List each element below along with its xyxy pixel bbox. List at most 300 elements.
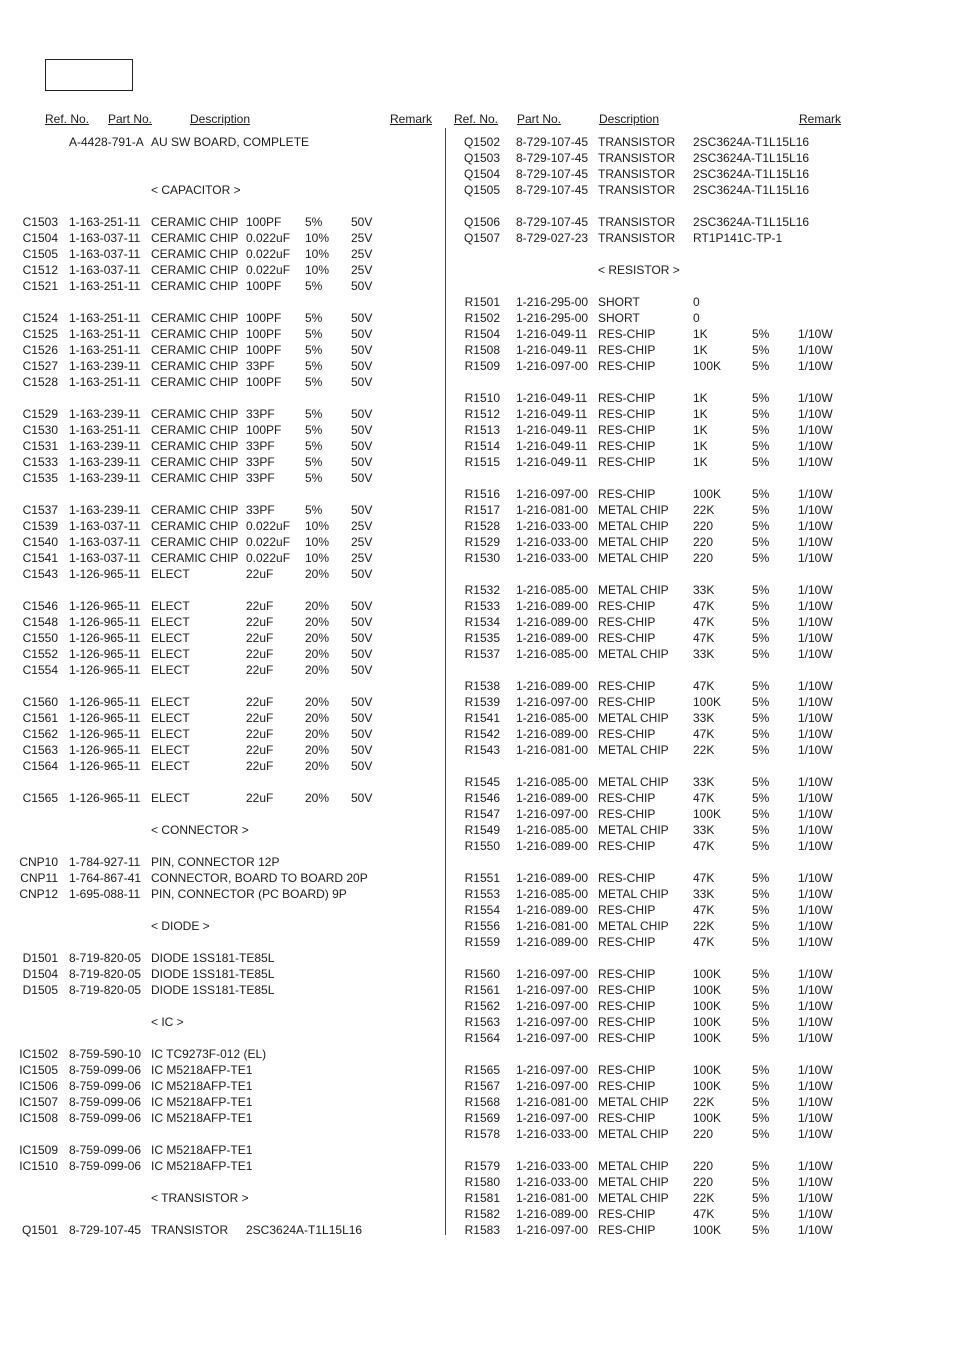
rating-cell: 1/10W bbox=[798, 631, 833, 645]
ref-no-cell: IC1510 bbox=[19, 1159, 58, 1173]
part-no-cell: 1-216-081-00 bbox=[516, 503, 589, 517]
part-no-cell: 1-216-081-00 bbox=[516, 919, 589, 933]
tolerance-cell: 5% bbox=[752, 455, 770, 469]
ref-no-cell: C1512 bbox=[22, 263, 58, 277]
rating-cell: 50V bbox=[351, 663, 373, 677]
ref-no-cell: R1510 bbox=[464, 391, 500, 405]
rating-cell: 1/10W bbox=[798, 727, 833, 741]
section-heading-label: < DIODE > bbox=[151, 919, 210, 933]
tolerance-cell: 5% bbox=[752, 919, 770, 933]
value-cell: 0.022uF bbox=[246, 263, 291, 277]
part-no-cell: 1-126-965-11 bbox=[69, 759, 141, 773]
rating-cell: 1/10W bbox=[798, 647, 833, 661]
ref-no-cell: R1541 bbox=[464, 711, 500, 725]
description-cell: METAL CHIP bbox=[598, 1175, 669, 1189]
description-cell: CERAMIC CHIP bbox=[151, 215, 239, 229]
ref-no-cell: D1505 bbox=[22, 983, 58, 997]
part-no-cell: 1-163-239-11 bbox=[69, 471, 141, 485]
ref-no-cell: C1533 bbox=[22, 455, 58, 469]
tolerance-cell: 5% bbox=[752, 791, 770, 805]
value-cell: 0.022uF bbox=[246, 519, 291, 533]
description-cell: RES-CHIP bbox=[598, 599, 656, 613]
part-no-cell: 1-216-295-00 bbox=[516, 311, 589, 325]
tolerance-cell: 5% bbox=[752, 359, 770, 373]
tolerance-cell: 5% bbox=[752, 775, 770, 789]
ref-no-cell: R1551 bbox=[464, 871, 500, 885]
description-cell: DIODE 1SS181-TE85L bbox=[151, 967, 275, 981]
description-cell: CERAMIC CHIP bbox=[151, 519, 239, 533]
value-cell: 100PF bbox=[246, 375, 282, 389]
header-part-no-left: Part No. bbox=[108, 112, 153, 126]
ref-no-cell: IC1509 bbox=[19, 1143, 58, 1157]
rating-cell: 1/10W bbox=[798, 999, 833, 1013]
ref-no-cell: R1554 bbox=[464, 903, 500, 917]
description-cell: TRANSISTOR bbox=[598, 231, 676, 245]
tolerance-cell: 5% bbox=[752, 327, 770, 341]
ref-no-cell: R1537 bbox=[464, 647, 500, 661]
tolerance-cell: 5% bbox=[752, 647, 770, 661]
value-cell: 22uF bbox=[246, 631, 274, 645]
value-cell: 100K bbox=[693, 983, 722, 997]
tolerance-cell: 20% bbox=[305, 647, 330, 661]
value-cell: 47K bbox=[693, 839, 715, 853]
tolerance-cell: 5% bbox=[752, 391, 770, 405]
ref-no-cell: R1547 bbox=[464, 807, 500, 821]
part-no-cell: 1-216-033-00 bbox=[516, 519, 589, 533]
part-no-cell: 8-729-107-45 bbox=[516, 151, 589, 165]
part-no-cell: 1-216-097-00 bbox=[516, 1031, 589, 1045]
tolerance-cell: 5% bbox=[752, 903, 770, 917]
part-no-cell: 1-126-965-11 bbox=[69, 743, 141, 757]
ref-no-cell: IC1502 bbox=[19, 1047, 58, 1061]
part-no-cell: 1-163-037-11 bbox=[69, 231, 141, 245]
ref-no-cell: R1580 bbox=[464, 1175, 500, 1189]
tolerance-cell: 5% bbox=[752, 823, 770, 837]
part-no-cell: 1-126-965-11 bbox=[69, 599, 141, 613]
part-no-cell: 1-216-085-00 bbox=[516, 583, 589, 597]
section-heading-label: < CONNECTOR > bbox=[151, 823, 249, 837]
value-cell: 1K bbox=[693, 327, 708, 341]
part-no-cell: 1-216-097-00 bbox=[516, 1223, 589, 1237]
rating-cell: 25V bbox=[351, 263, 373, 277]
tolerance-cell: 5% bbox=[752, 423, 770, 437]
ref-no-cell: R1543 bbox=[464, 743, 500, 757]
value-cell: 22uF bbox=[246, 567, 274, 581]
part-no-cell: 1-216-085-00 bbox=[516, 887, 589, 901]
rating-cell: 50V bbox=[351, 471, 373, 485]
rating-cell: 1/10W bbox=[798, 695, 833, 709]
part-no-cell: 8-759-099-06 bbox=[69, 1159, 142, 1173]
ref-no-cell: C1560 bbox=[22, 695, 58, 709]
tolerance-cell: 5% bbox=[752, 1207, 770, 1221]
rating-cell: 1/10W bbox=[798, 1063, 833, 1077]
ref-no-cell: C1530 bbox=[22, 423, 58, 437]
description-cell: METAL CHIP bbox=[598, 823, 669, 837]
value-cell: 100K bbox=[693, 487, 722, 501]
value-cell: 22uF bbox=[246, 695, 274, 709]
value-cell: 2SC3624A-T1L15L16 bbox=[693, 135, 810, 149]
rating-cell: 1/10W bbox=[798, 391, 833, 405]
tolerance-cell: 5% bbox=[752, 983, 770, 997]
part-no-cell: 1-216-089-00 bbox=[516, 1207, 589, 1221]
description-cell: CERAMIC CHIP bbox=[151, 231, 239, 245]
part-no-cell: 1-163-239-11 bbox=[69, 359, 141, 373]
tolerance-cell: 20% bbox=[305, 599, 330, 613]
rating-cell: 50V bbox=[351, 407, 373, 421]
description-cell: IC M5218AFP-TE1 bbox=[151, 1095, 253, 1109]
description-cell: IC M5218AFP-TE1 bbox=[151, 1079, 253, 1093]
rating-cell: 1/10W bbox=[798, 599, 833, 613]
part-no-cell: 1-163-251-11 bbox=[69, 279, 141, 293]
rating-cell: 1/10W bbox=[798, 1223, 833, 1237]
description-cell: METAL CHIP bbox=[598, 919, 669, 933]
description-cell: RES-CHIP bbox=[598, 839, 656, 853]
rating-cell: 1/10W bbox=[798, 967, 833, 981]
ref-no-cell: R1528 bbox=[464, 519, 500, 533]
value-cell: 1K bbox=[693, 391, 708, 405]
part-no-cell: 1-216-089-00 bbox=[516, 615, 589, 629]
part-no-cell: 1-163-037-11 bbox=[69, 551, 141, 565]
ref-no-cell: R1529 bbox=[464, 535, 500, 549]
ref-no-cell: C1543 bbox=[22, 567, 58, 581]
description-cell: ELECT bbox=[151, 711, 190, 725]
value-cell: 22K bbox=[693, 1191, 715, 1205]
section-heading-label: < RESISTOR > bbox=[598, 263, 680, 277]
value-cell: 22uF bbox=[246, 663, 274, 677]
ref-no-cell: C1529 bbox=[22, 407, 58, 421]
rating-cell: 1/10W bbox=[798, 775, 833, 789]
value-cell: 47K bbox=[693, 599, 715, 613]
rating-cell: 1/10W bbox=[798, 583, 833, 597]
rating-cell: 1/10W bbox=[798, 487, 833, 501]
rating-cell: 1/10W bbox=[798, 407, 833, 421]
value-cell: 2SC3624A-T1L15L16 bbox=[693, 183, 810, 197]
description-cell: CERAMIC CHIP bbox=[151, 359, 239, 373]
ref-no-cell: IC1507 bbox=[19, 1095, 58, 1109]
description-cell: ELECT bbox=[151, 615, 190, 629]
value-cell: 100PF bbox=[246, 311, 282, 325]
tolerance-cell: 5% bbox=[305, 455, 323, 469]
part-no-cell: 1-216-085-00 bbox=[516, 647, 589, 661]
description-cell: CERAMIC CHIP bbox=[151, 551, 239, 565]
description-cell: TRANSISTOR bbox=[598, 167, 676, 181]
part-no-cell: 1-216-097-00 bbox=[516, 1063, 589, 1077]
tolerance-cell: 5% bbox=[752, 407, 770, 421]
part-no-cell: 1-216-089-00 bbox=[516, 727, 589, 741]
value-cell: 47K bbox=[693, 903, 715, 917]
value-cell: 0.022uF bbox=[246, 247, 291, 261]
part-no-cell: 1-163-251-11 bbox=[69, 423, 141, 437]
description-cell: RES-CHIP bbox=[598, 695, 656, 709]
description-cell: METAL CHIP bbox=[598, 503, 669, 517]
description-cell: IC TC9273F-012 (EL) bbox=[151, 1047, 267, 1061]
part-no-cell: 1-163-037-11 bbox=[69, 247, 141, 261]
part-no-cell: 1-126-965-11 bbox=[69, 791, 141, 805]
rating-cell: 50V bbox=[351, 343, 373, 357]
tolerance-cell: 20% bbox=[305, 695, 330, 709]
rating-cell: 50V bbox=[351, 599, 373, 613]
ref-no-cell: C1528 bbox=[22, 375, 58, 389]
value-cell: 47K bbox=[693, 615, 715, 629]
description-cell: RES-CHIP bbox=[598, 983, 656, 997]
tolerance-cell: 5% bbox=[752, 535, 770, 549]
part-no-cell: 8-719-820-05 bbox=[69, 951, 142, 965]
part-no-cell: 1-163-037-11 bbox=[69, 519, 141, 533]
value-cell: 47K bbox=[693, 679, 715, 693]
ref-no-cell: IC1508 bbox=[19, 1111, 58, 1125]
rating-cell: 50V bbox=[351, 759, 373, 773]
tolerance-cell: 5% bbox=[305, 215, 323, 229]
tolerance-cell: 5% bbox=[305, 407, 323, 421]
ref-no-cell: Q1504 bbox=[463, 167, 500, 181]
ref-no-cell: Q1502 bbox=[463, 135, 500, 149]
rating-cell: 50V bbox=[351, 423, 373, 437]
description-cell: METAL CHIP bbox=[598, 519, 669, 533]
description-cell: RES-CHIP bbox=[598, 679, 656, 693]
section-heading-label: < IC > bbox=[151, 1015, 184, 1029]
ref-no-cell: C1535 bbox=[22, 471, 58, 485]
ref-no-cell: CNP11 bbox=[20, 871, 58, 885]
ref-no-cell: R1539 bbox=[464, 695, 500, 709]
tolerance-cell: 5% bbox=[752, 583, 770, 597]
part-no-cell: 1-216-295-00 bbox=[516, 295, 589, 309]
value-cell: 22uF bbox=[246, 599, 274, 613]
description-cell: RES-CHIP bbox=[598, 807, 656, 821]
header-description-right: Description bbox=[599, 112, 660, 126]
ref-no-cell: R1532 bbox=[464, 583, 500, 597]
rating-cell: 1/10W bbox=[798, 343, 833, 357]
part-no-cell: 1-163-239-11 bbox=[69, 455, 141, 469]
tolerance-cell: 10% bbox=[305, 263, 330, 277]
value-cell: 100K bbox=[693, 1111, 722, 1125]
value-cell: 33PF bbox=[246, 359, 275, 373]
rating-cell: 1/10W bbox=[798, 887, 833, 901]
ref-no-cell: R1517 bbox=[464, 503, 500, 517]
tolerance-cell: 20% bbox=[305, 663, 330, 677]
ref-no-cell: IC1505 bbox=[19, 1063, 58, 1077]
description-cell: METAL CHIP bbox=[598, 1127, 669, 1141]
tolerance-cell: 5% bbox=[752, 807, 770, 821]
ref-no-cell: C1537 bbox=[22, 503, 58, 517]
rating-cell: 1/10W bbox=[798, 423, 833, 437]
ref-no-cell: Q1507 bbox=[463, 231, 500, 245]
tolerance-cell: 5% bbox=[305, 439, 323, 453]
rating-cell: 50V bbox=[351, 647, 373, 661]
description-cell: DIODE 1SS181-TE85L bbox=[151, 983, 275, 997]
tolerance-cell: 10% bbox=[305, 231, 330, 245]
value-cell: 33PF bbox=[246, 439, 275, 453]
description-cell: TRANSISTOR bbox=[598, 215, 676, 229]
rating-cell: 50V bbox=[351, 743, 373, 757]
tolerance-cell: 5% bbox=[752, 343, 770, 357]
ref-no-cell: R1513 bbox=[464, 423, 500, 437]
rating-cell: 50V bbox=[351, 279, 373, 293]
value-cell: 22K bbox=[693, 503, 715, 517]
description-cell: METAL CHIP bbox=[598, 551, 669, 565]
ref-no-cell: D1504 bbox=[22, 967, 58, 981]
value-cell: 100K bbox=[693, 1063, 722, 1077]
rating-cell: 1/10W bbox=[798, 791, 833, 805]
value-cell: 220 bbox=[693, 1159, 714, 1173]
value-cell: 220 bbox=[693, 551, 714, 565]
description-cell: RES-CHIP bbox=[598, 391, 656, 405]
ref-no-cell: C1503 bbox=[22, 215, 58, 229]
part-no-cell: 1-216-097-00 bbox=[516, 999, 589, 1013]
value-cell: 100PF bbox=[246, 327, 282, 341]
rating-cell: 50V bbox=[351, 439, 373, 453]
tolerance-cell: 5% bbox=[752, 743, 770, 757]
value-cell: 22uF bbox=[246, 615, 274, 629]
ref-no-cell: R1569 bbox=[464, 1111, 500, 1125]
tolerance-cell: 5% bbox=[752, 999, 770, 1013]
rating-cell: 50V bbox=[351, 311, 373, 325]
rating-cell: 1/10W bbox=[798, 503, 833, 517]
description-cell: METAL CHIP bbox=[598, 535, 669, 549]
rating-cell: 1/10W bbox=[798, 455, 833, 469]
ref-no-cell: C1524 bbox=[22, 311, 58, 325]
rating-cell: 1/10W bbox=[798, 919, 833, 933]
rating-cell: 1/10W bbox=[798, 871, 833, 885]
tolerance-cell: 20% bbox=[305, 743, 330, 757]
part-no-cell: 1-163-239-11 bbox=[69, 503, 141, 517]
description-cell: ELECT bbox=[151, 695, 190, 709]
value-cell: 100PF bbox=[246, 423, 282, 437]
tolerance-cell: 5% bbox=[752, 1191, 770, 1205]
ref-no-cell: R1542 bbox=[464, 727, 500, 741]
value-cell: 1K bbox=[693, 423, 708, 437]
value-cell: 100K bbox=[693, 359, 722, 373]
tolerance-cell: 5% bbox=[752, 1223, 770, 1237]
ref-no-cell: R1516 bbox=[464, 487, 500, 501]
tolerance-cell: 5% bbox=[752, 1079, 770, 1093]
tolerance-cell: 5% bbox=[752, 935, 770, 949]
part-no-cell: 8-759-099-06 bbox=[69, 1095, 142, 1109]
description-cell: ELECT bbox=[151, 647, 190, 661]
value-cell: 33K bbox=[693, 887, 715, 901]
ref-no-cell: R1579 bbox=[464, 1159, 500, 1173]
part-no-cell: 1-216-089-00 bbox=[516, 631, 589, 645]
part-no-cell: 1-216-089-00 bbox=[516, 903, 589, 917]
part-no-cell: 1-216-033-00 bbox=[516, 1127, 589, 1141]
part-no-cell: 8-759-099-06 bbox=[69, 1143, 142, 1157]
description-cell: IC M5218AFP-TE1 bbox=[151, 1111, 253, 1125]
rating-cell: 1/10W bbox=[798, 1031, 833, 1045]
part-no-cell: 1-163-251-11 bbox=[69, 343, 141, 357]
section-heading-label: < CAPACITOR > bbox=[151, 183, 241, 197]
ref-no-cell: R1561 bbox=[464, 983, 500, 997]
part-no-cell: 1-216-097-00 bbox=[516, 1111, 589, 1125]
rating-cell: 1/10W bbox=[798, 1015, 833, 1029]
value-cell: 33PF bbox=[246, 471, 275, 485]
description-cell: DIODE 1SS181-TE85L bbox=[151, 951, 275, 965]
rating-cell: 1/10W bbox=[798, 1159, 833, 1173]
tolerance-cell: 5% bbox=[752, 487, 770, 501]
description-cell: METAL CHIP bbox=[598, 583, 669, 597]
part-no-cell: 1-695-088-11 bbox=[69, 887, 141, 901]
value-cell: 2SC3624A-T1L15L16 bbox=[246, 1223, 363, 1237]
part-no-cell: 1-216-085-00 bbox=[516, 823, 589, 837]
rating-cell: 1/10W bbox=[798, 839, 833, 853]
part-no-cell: 1-126-965-11 bbox=[69, 567, 141, 581]
rating-cell: 50V bbox=[351, 631, 373, 645]
value-cell: 33PF bbox=[246, 407, 275, 421]
part-no-cell: 1-163-239-11 bbox=[69, 439, 141, 453]
tolerance-cell: 5% bbox=[752, 1111, 770, 1125]
part-no-cell: 8-729-107-45 bbox=[516, 183, 589, 197]
part-no-cell: 8-759-590-10 bbox=[69, 1047, 142, 1061]
part-no-cell: 1-163-239-11 bbox=[69, 407, 141, 421]
value-cell: 47K bbox=[693, 791, 715, 805]
description-cell: SHORT bbox=[598, 295, 640, 309]
value-cell: 2SC3624A-T1L15L16 bbox=[693, 215, 810, 229]
tolerance-cell: 5% bbox=[752, 871, 770, 885]
description-cell: RES-CHIP bbox=[598, 871, 656, 885]
ref-no-cell: R1553 bbox=[464, 887, 500, 901]
ref-no-cell: R1512 bbox=[464, 407, 500, 421]
rating-cell: 50V bbox=[351, 503, 373, 517]
description-cell: RES-CHIP bbox=[598, 967, 656, 981]
value-cell: 100K bbox=[693, 1031, 722, 1045]
ref-no-cell: Q1506 bbox=[463, 215, 500, 229]
description-cell: RES-CHIP bbox=[598, 343, 656, 357]
ref-no-cell: R1545 bbox=[464, 775, 500, 789]
part-no-cell: 1-216-097-00 bbox=[516, 695, 589, 709]
ref-no-cell: R1556 bbox=[464, 919, 500, 933]
ref-no-cell: R1530 bbox=[464, 551, 500, 565]
part-no-cell: 1-216-049-11 bbox=[516, 455, 588, 469]
description-cell: ELECT bbox=[151, 599, 190, 613]
part-no-cell: 1-216-081-00 bbox=[516, 1191, 589, 1205]
rating-cell: 50V bbox=[351, 791, 373, 805]
rating-cell: 1/10W bbox=[798, 327, 833, 341]
part-no-cell: 1-216-089-00 bbox=[516, 839, 589, 853]
description-cell: RES-CHIP bbox=[598, 1031, 656, 1045]
description-cell: CONNECTOR, BOARD TO BOARD 20P bbox=[151, 871, 368, 885]
tolerance-cell: 5% bbox=[752, 711, 770, 725]
description-cell: RES-CHIP bbox=[598, 487, 656, 501]
ref-no-cell: R1563 bbox=[464, 1015, 500, 1029]
rating-cell: 25V bbox=[351, 519, 373, 533]
description-cell: CERAMIC CHIP bbox=[151, 407, 239, 421]
part-no-cell: 1-163-037-11 bbox=[69, 535, 141, 549]
ref-no-cell: R1583 bbox=[464, 1223, 500, 1237]
part-no-cell: 8-719-820-05 bbox=[69, 967, 142, 981]
tolerance-cell: 5% bbox=[752, 599, 770, 613]
ref-no-cell: R1562 bbox=[464, 999, 500, 1013]
description-cell: CERAMIC CHIP bbox=[151, 439, 239, 453]
value-cell: 33K bbox=[693, 711, 715, 725]
description-cell: SHORT bbox=[598, 311, 640, 325]
description-cell: RES-CHIP bbox=[598, 423, 656, 437]
description-cell: RES-CHIP bbox=[598, 999, 656, 1013]
description-cell: RES-CHIP bbox=[598, 1015, 656, 1029]
tolerance-cell: 5% bbox=[752, 503, 770, 517]
part-no-cell: 1-126-965-11 bbox=[69, 695, 141, 709]
ref-no-cell: R1578 bbox=[464, 1127, 500, 1141]
ref-no-cell: R1509 bbox=[464, 359, 500, 373]
part-no-cell: 1-163-251-11 bbox=[69, 311, 141, 325]
description-cell: CERAMIC CHIP bbox=[151, 279, 239, 293]
rating-cell: 1/10W bbox=[798, 1207, 833, 1221]
ref-no-cell: R1546 bbox=[464, 791, 500, 805]
part-no-cell: 1-216-033-00 bbox=[516, 1159, 589, 1173]
ref-no-cell: CNP10 bbox=[19, 855, 58, 869]
value-cell: 0 bbox=[693, 311, 700, 325]
tolerance-cell: 5% bbox=[752, 1031, 770, 1045]
description-cell: RES-CHIP bbox=[598, 791, 656, 805]
tolerance-cell: 20% bbox=[305, 711, 330, 725]
part-no-cell: 8-729-107-45 bbox=[69, 1223, 142, 1237]
